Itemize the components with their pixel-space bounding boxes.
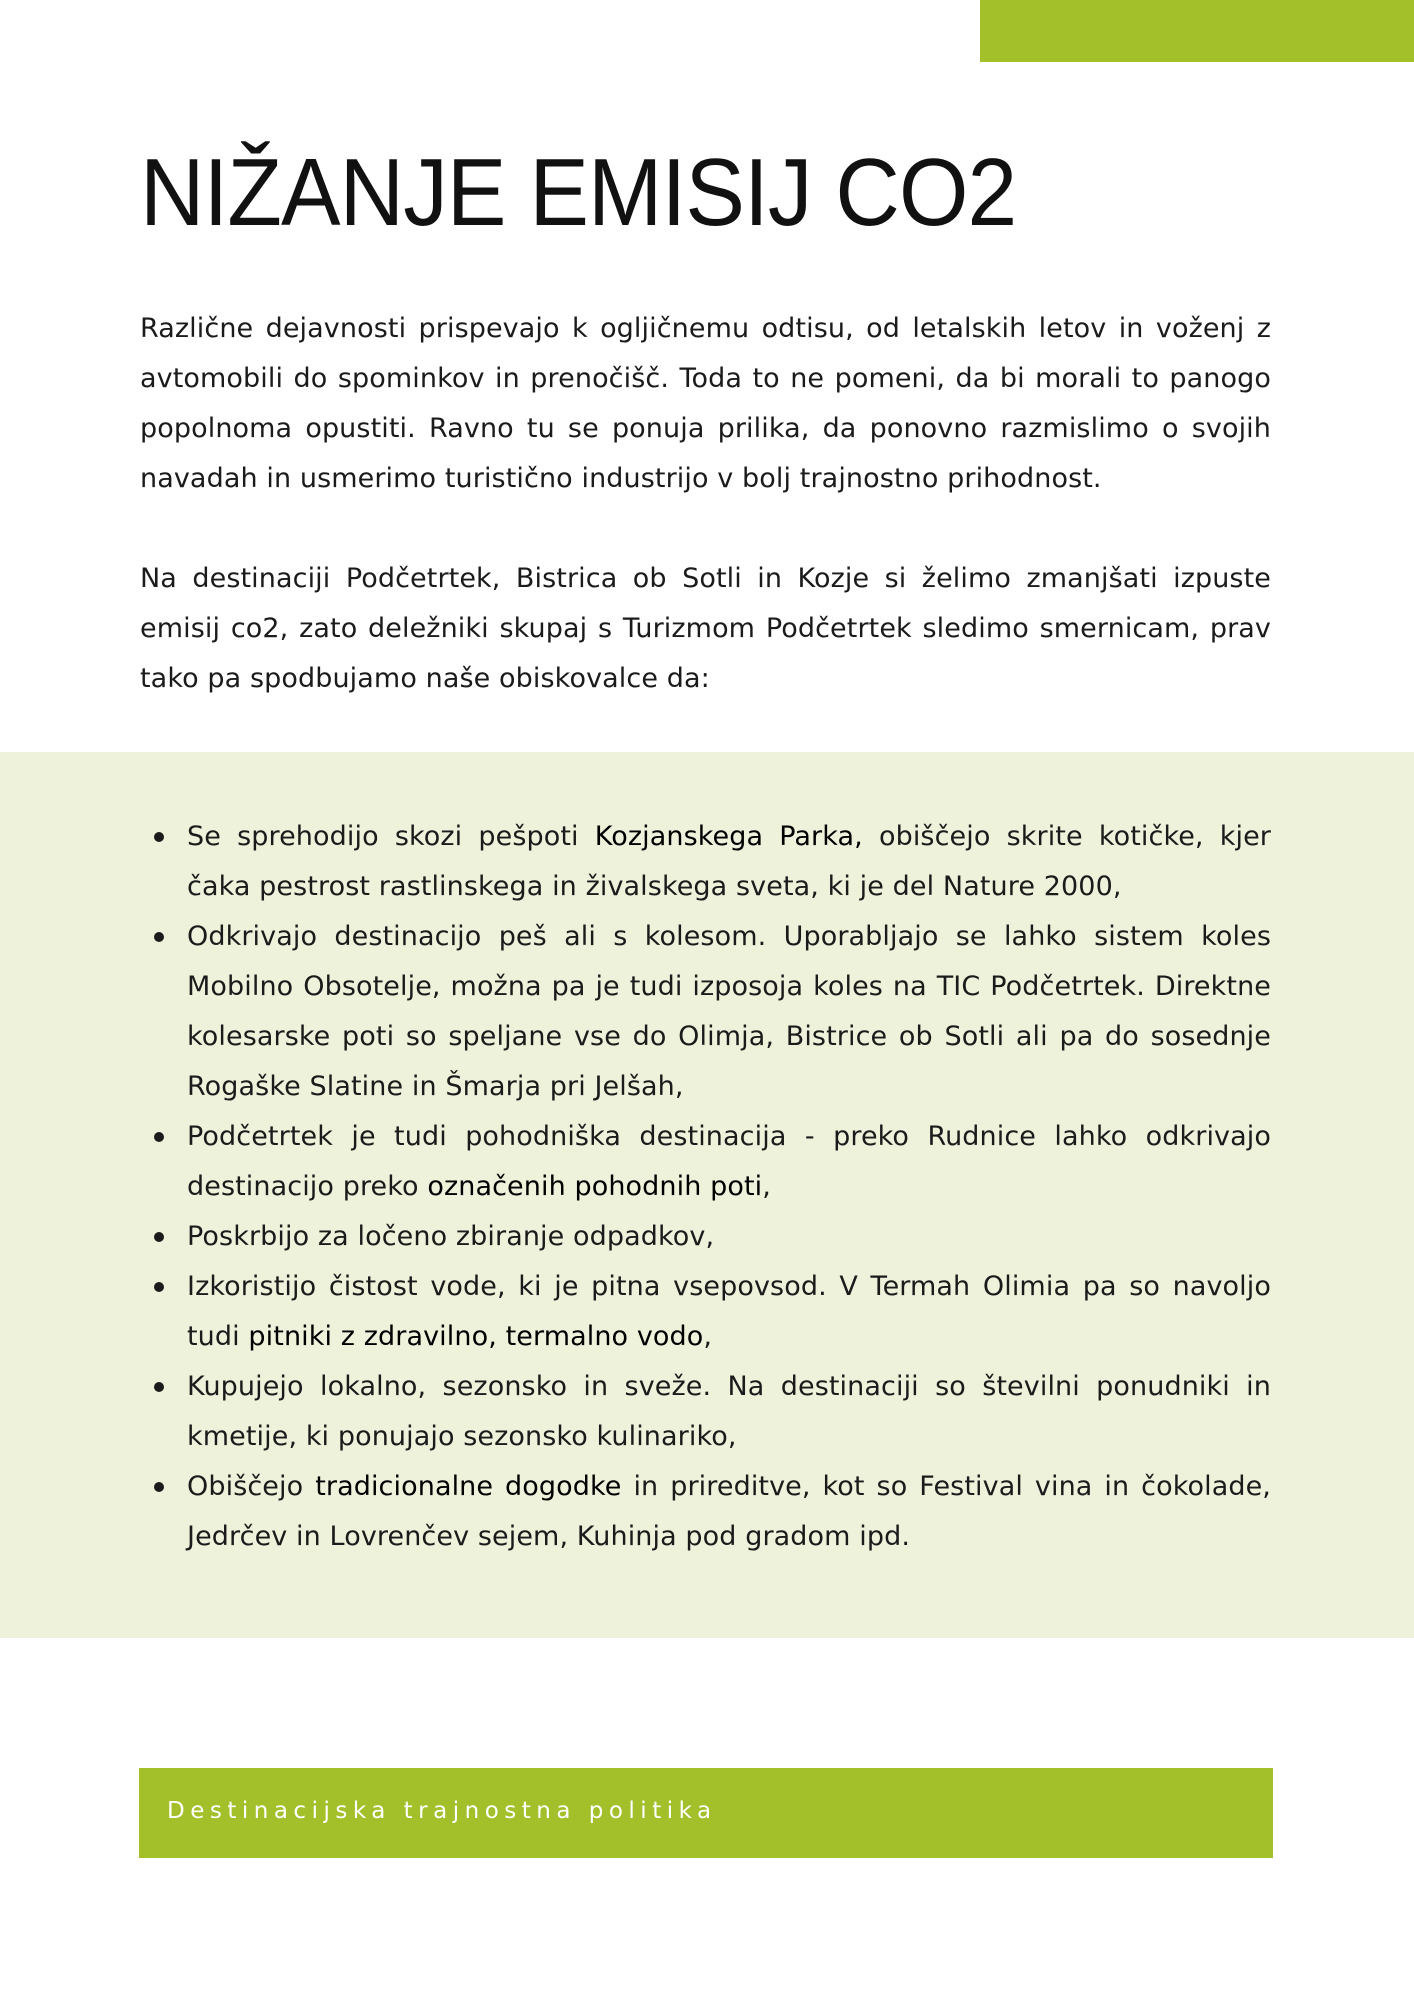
list-item-text: Obiščejo [187,1471,316,1502]
bullet-icon [154,1382,164,1392]
bullet-icon [154,1132,164,1142]
list-item [140,912,1271,1112]
kozjanski-park-link[interactable]: Kozjanskega Parka, [594,821,863,852]
list-item-text: in prireditve, kot so Festival vina in čokolade, Jedrčev in Lovrenčev sejem, Kuhinja pod gradom ipd. [187,1471,1271,1552]
list-item-text: Poskrbijo za ločeno zbiranje odpadkov, [187,1221,715,1252]
thermal-water-fountains-link[interactable]: pitniki z zdravilno, termalno vodo [248,1321,704,1352]
bullet-icon [154,832,164,842]
list-item-text: obiščejo skrite kotičke, kjer čaka pestrost rastlinskega in živalskega sveta, ki je del Nature 2000, [187,821,1271,902]
top-accent-bar [980,0,1414,62]
list-item-text: Se sprehodijo skozi pešpoti [187,821,595,852]
list-item-text: Izkoristijo čistost vode, ki je pitna vsepovsod. V Termah Olimia pa so navoljo tudi [187,1271,1271,1352]
bullet-icon [154,1282,164,1292]
list-item [140,1462,1271,1562]
list-item-text: Kupujejo lokalno, sezonsko in sveže. Na destinaciji so številni ponudniki in kmetije, ki ponujajo sezonsko kulinariko, [187,1371,1271,1452]
recommendation-list [140,812,1271,1562]
intro-paragraph-2: Na destinaciji Podčetrtek, Bistrica ob Sotli in Kozje si želimo zmanjšati izpuste emisij co2, zato deležniki skupaj s Turizmom Podčetrtek sledimo smernicam, prav tako pa spodbujamo naše obiskovalce da: [140,563,1271,694]
hiking-trails-link[interactable]: označenih pohodnih poti [427,1171,763,1202]
list-item-text: , [762,1171,771,1202]
list-item [140,1212,1271,1262]
list-item-text: , [703,1321,713,1352]
list-item [140,812,1271,912]
traditional-events-link[interactable]: tradicionalne dogodke [315,1471,622,1502]
list-item [140,1262,1271,1362]
footer-label: Destinacijska trajnostna politika [167,1798,717,1824]
bullet-icon [154,1482,164,1492]
bullet-icon [154,1232,164,1242]
list-item [140,1112,1271,1212]
list-item-text: Odkrivajo destinacijo peš ali s kolesom. Uporabljajo se lahko sistem koles Mobilno Obsotelje, možna pa je tudi izposoja koles na TIC Podčetrtek. Direktne kolesarske poti so speljane vse do Olimja, Bistrice ob Sotli ali pa do sosednje Rogaške Slatine in Šmarja pri Jelšah, [187,921,1271,1102]
intro-paragraph-1: Različne dejavnosti prispevajo k ogljičnemu odtisu, od letalskih letov in voženj z avtomobili do spominkov in prenočišč. Toda to ne pomeni, da bi morali to panogo popolnoma opustiti. Ravno tu se ponuja prilika, da ponovno razmislimo o svojih navadah in usmerimo turistično industrijo v bolj trajnostno prihodnost. [140,313,1271,494]
bullet-icon [154,932,164,942]
list-item [140,1362,1271,1462]
list-item-text: Podčetrtek je tudi pohodniška destinacija - preko Rudnice lahko odkrivajo destinacijo preko [187,1121,1271,1202]
intro-section [140,304,1271,754]
footer-bar [139,1768,1273,1858]
page-title: NIŽANJE EMISIJ CO2 [140,139,1017,246]
